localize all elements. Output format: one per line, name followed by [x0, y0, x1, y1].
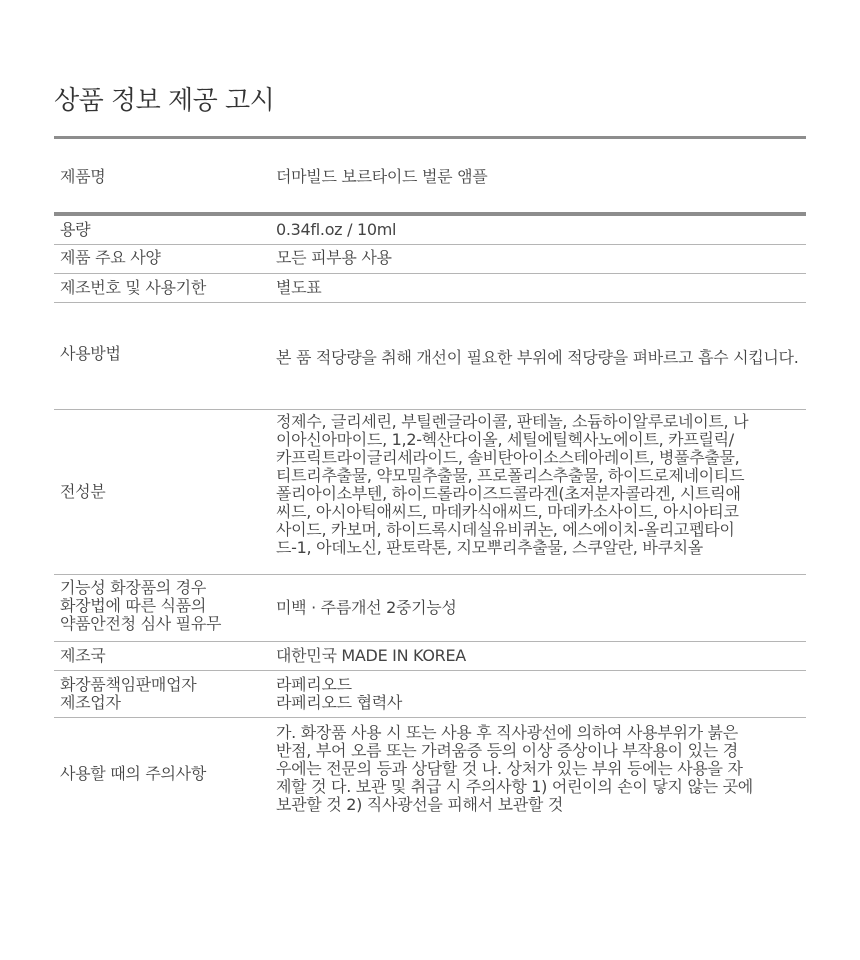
- caution-line: 보관할 것 2) 직사광선을 피해서 보관할 것: [276, 795, 564, 814]
- ingredients-line: 드-1, 아데노신, 판토락톤, 지모뿌리추출물, 스쿠알란, 바쿠치올: [276, 538, 703, 557]
- row-specs: [54, 245, 806, 273]
- functional-value: 미백 · 주름개선 2중기능성: [276, 598, 457, 617]
- row-lot: [54, 274, 806, 302]
- row-product-name: [54, 139, 806, 212]
- ingredients-line: 티트리추출물, 약모밀추출물, 프로폴리스추출물, 하이드로제네이티드: [276, 466, 745, 485]
- page-title: 상품 정보 제공 고시: [54, 86, 275, 116]
- ingredients-line: 사이드, 카보머, 하이드록시데실유비퀴논, 에스에이치-올리고펩타이: [276, 520, 735, 539]
- functional-label-line: 화장법에 따른 식품의: [60, 596, 206, 615]
- seller-value: [276, 676, 402, 712]
- ingredients-line: 카프릭트라이글리세라이드, 솔비탄아이소스테아레이트, 병풀추출물,: [276, 448, 740, 467]
- volume-value: 0.34fl.oz / 10ml: [276, 220, 397, 239]
- row-usage: [54, 303, 806, 409]
- ingredients-value: [276, 413, 806, 557]
- caution-line: 가. 화장품 사용 시 또는 사용 후 직사광선에 의하여 사용부위가 붉은: [276, 723, 738, 742]
- caution-label: 사용할 때의 주의사항: [60, 764, 206, 783]
- usage-value: 본 품 적당량을 취해 개선이 필요한 부위에 적당량을 펴바르고 흡수 시킵니다.: [276, 348, 799, 367]
- seller-label: [60, 676, 196, 712]
- functional-label-line: 기능성 화장품의 경우: [60, 578, 206, 597]
- origin-label: 제조국: [60, 646, 106, 665]
- product-name-value: 더마빌드 보르타이드 벌룬 앰플: [276, 167, 488, 186]
- ingredients-line: 폴리아이소부텐, 하이드롤라이즈드콜라겐(초저분자콜라겐, 시트릭애: [276, 484, 741, 503]
- lot-label: 제조번호 및 사용기한: [60, 278, 206, 297]
- seller-label-line: 제조업자: [60, 693, 121, 712]
- caution-line: 우에는 전문의 등과 상담할 것 나. 상처가 있는 부위 등에는 사용을 자: [276, 759, 743, 778]
- row-caution: [54, 718, 806, 828]
- row-origin: [54, 642, 806, 670]
- row-volume: [54, 216, 806, 244]
- volume-label: 용량: [60, 220, 91, 239]
- usage-label: 사용방법: [60, 344, 121, 363]
- row-functional: [54, 575, 806, 641]
- seller-value-line: 라페리오드: [276, 675, 352, 694]
- caution-line: 반점, 부어 오름 또는 가려움증 등의 이상 증상이나 부작용이 있는 경: [276, 741, 738, 760]
- lot-value: 별도표: [276, 278, 322, 297]
- ingredients-line: 정제수, 글리세린, 부틸렌글라이콜, 판테놀, 소듐하이알루로네이트, 나: [276, 412, 749, 431]
- functional-label-line: 약품안전청 심사 필유무: [60, 614, 222, 633]
- ingredients-line: 씨드, 아시아틱애씨드, 마데카식애씨드, 마데카소사이드, 아시아티코: [276, 502, 739, 521]
- seller-value-line: 라페리오드 협력사: [276, 693, 403, 712]
- caution-line: 제할 것 다. 보관 및 취급 시 주의사항 1) 어린이의 손이 닿지 않는 곳에: [276, 777, 753, 796]
- functional-label: [60, 579, 221, 633]
- ingredients-label: 전성분: [60, 482, 106, 501]
- row-ingredients: [54, 410, 806, 574]
- product-name-label: 제품명: [60, 167, 106, 186]
- row-seller: [54, 671, 806, 717]
- specs-value: 모든 피부용 사용: [276, 248, 392, 267]
- specs-label: 제품 주요 사양: [60, 248, 161, 267]
- seller-label-line: 화장품책임판매업자: [60, 675, 197, 694]
- caution-value: [276, 724, 753, 814]
- ingredients-line: 이아신아마이드, 1,2-헥산다이올, 세틸에틸헥사노에이트, 카프릴릭/: [276, 430, 734, 449]
- origin-value: 대한민국 MADE IN KOREA: [276, 646, 466, 665]
